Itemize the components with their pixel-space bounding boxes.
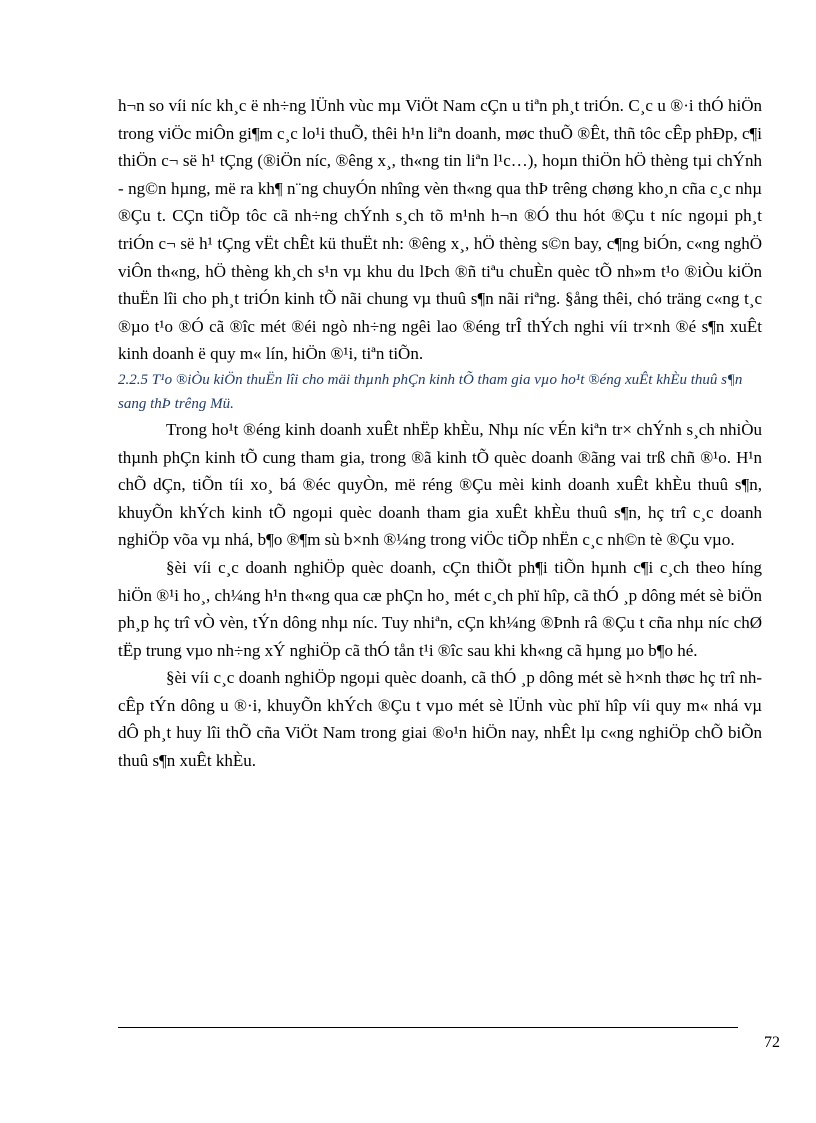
paragraph-1: h¬n so víi níc kh¸c ë nh÷ng lÜnh vùc mµ ViÖt Nam cÇn u tiªn ph¸t triÓn. C¸c u ®·i thÓ hiÖn trong viÖc miÔn gi¶m c¸c lo¹i thuÕ, thêi h¹n liªn doanh, møc thuÕ ®Êt, thñ tôc cÊp phÐp, c¶i thiÖn c¬ së h¹ tÇng (®iÖn níc, ®êng x¸, th«ng tin liªn l¹c…), hoµn thiÖn hÖ thèng tµi chÝnh - ng©n hµng, më ra kh¶ n¨ng chuyÓn nhîng vèn th«ng qua thÞ trêng chøng kho¸n cña c¸c nhµ ®Çu t. CÇn tiÕp tôc cã nh÷ng chÝnh s¸ch tõ m¹nh h¬n ®Ó thu hót ®Çu t níc ngoµi ph¸t triÓn c¬ së h¹ tÇng vËt chÊt kü thuËt nh: ®êng x¸, hÖ thèng s©n bay, c¶ng biÓn, c«ng nghÖ viÔn th«ng, hÖ thèng kh¸ch s¹n vµ khu du lÞch ®ñ tiªu chuÈn quèc tÕ nh»m t¹o ®iÒu kiÖn thuËn lîi cho ph¸t triÓn kinh tÕ nãi chung vµ thuû s¶n nãi riªng. §ång thêi, chó träng c«ng t¸c ®µo t¹o ®Ó cã ®îc mét ®éi ngò nh÷ng ngêi lao ®éng trÎ thÝch nghi víi tr×nh ®é s¶n xuÊt kinh doanh ë quy m« lín, hiÖn ®¹i, tiªn tiÕn. [118, 96, 762, 364]
paragraph-4: §èi víi c¸c doanh nghiÖp ngoµi quèc doanh, cã thÓ ¸p dông mét sè h×nh thøc hç trî nh cÊp tÝn dông u ®·i, khuyÕn khÝch ®Çu t vµo mét sè lÜnh vùc phï hîp víi quy m« nhá vµ dÔ ph¸t huy lîi thÕ cña ViÖt Nam trong giai ®o¹n hiÖn nay, nhÊt lµ c«ng nghiÖp chÕ biÕn thuû s¶n xuÊt khÈu. [118, 668, 762, 771]
body-text [118, 92, 762, 775]
paragraph-3: §èi víi c¸c doanh nghiÖp quèc doanh, cÇn thiÕt ph¶i tiÕn hµnh c¶i c¸ch theo híng hiÖn ®¹i ho¸, ch¼ng h¹n th«ng qua cæ phÇn ho¸ mét c¸ch phï hîp, cã thÓ ¸p dông mét sè biÖn ph¸p hç trî vÒ vèn, tÝn dông nhµ níc. Tuy nhiªn, cÇn kh¼ng ®Þnh râ ®Çu t cña nhµ níc chØ tËp trung vµo nh÷ng xÝ nghiÖp cã thÓ tån t¹i ®îc sau khi kh«ng cã hµng µo b¶o hé. [118, 557, 762, 660]
page-number: 72 [764, 1034, 780, 1051]
section-heading: 2.2.5 T¹o ®iÒu kiÖn thuËn lîi cho mäi thµnh phÇn kinh tÕ tham gia vµo ho¹t ®éng xuÊt khÈu thuû s¶n sang thÞ trêng Mü. [118, 371, 743, 412]
paragraph-2: Trong ho¹t ®éng kinh doanh xuÊt nhËp khÈu, Nhµ níc vÉn kiªn tr× chÝnh s¸ch nhiÒu thµnh phÇn kinh tÕ cung tham gia, trong ®ã kinh tÕ quèc doanh ®ãng vai trß chñ ®¹o. H¹n chÕ dÇn, tiÕn tíi xo¸ bá ®éc quyÒn, më réng ®Çu mèi kinh doanh xuÊt khÈu thuû s¶n, khuyÕn khÝch kinh tÕ ngoµi quèc doanh tham gia xuÊt khÈu thuû s¶n, hç trî c¸c doanh nghiÖp võa vµ nhá, b¶o ®¶m sù b×nh ®¼ng trong viÖc tiÕp nhËn c¸c nh©n tè ®Çu vµo. [118, 419, 762, 550]
footer-rule [118, 1027, 738, 1028]
